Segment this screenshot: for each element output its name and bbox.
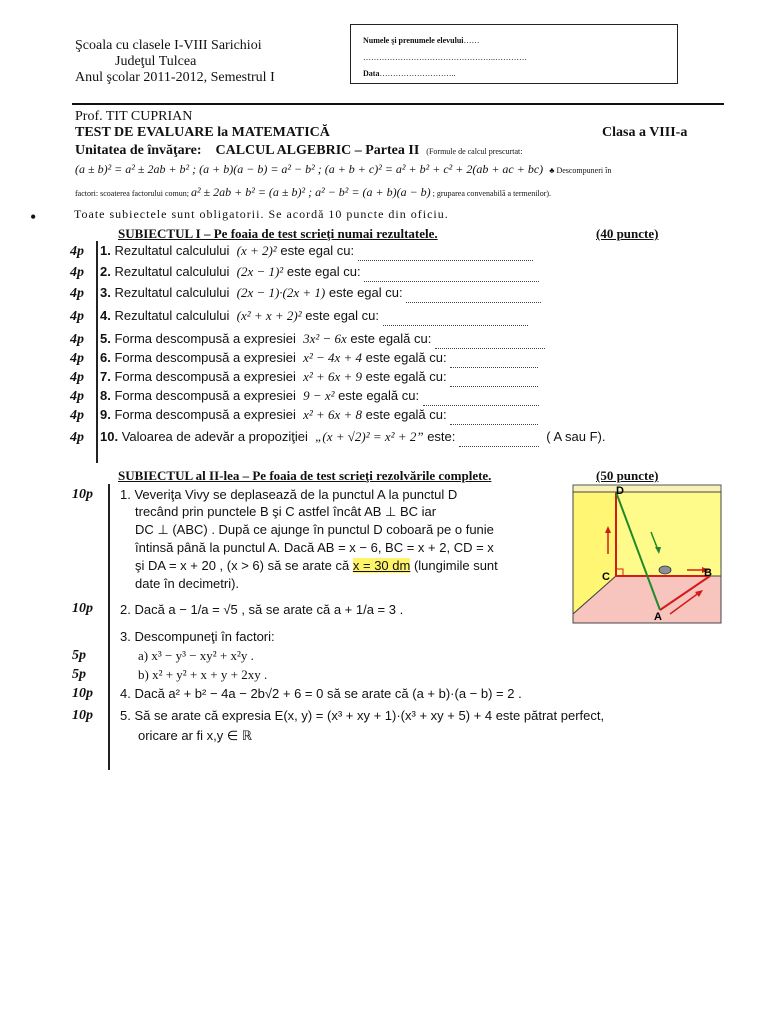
list-item bbox=[70, 307, 528, 325]
school-name: Şcoala cu clasele I-VIII Sarichioi bbox=[75, 38, 262, 53]
subject1-points: (40 puncte) bbox=[596, 226, 659, 241]
item-points: 4p bbox=[70, 244, 84, 259]
item-tail: este egal cu: bbox=[280, 243, 355, 258]
item-points: 4p bbox=[70, 309, 84, 324]
item-tail: este egală cu: bbox=[365, 407, 447, 422]
answer-blank[interactable] bbox=[406, 290, 541, 303]
problem5-line2: oricare ar fi x,y ∈ ℝ bbox=[138, 728, 253, 743]
label-d: D bbox=[616, 485, 624, 497]
item-points: 4p bbox=[70, 332, 84, 347]
item-points: 4p bbox=[70, 370, 84, 385]
name-label: Numele şi prenumele elevului bbox=[363, 36, 464, 45]
list-item bbox=[70, 330, 545, 348]
list-item bbox=[70, 242, 533, 260]
item-points: 4p bbox=[70, 430, 84, 445]
item-text: Forma descompusă a expresiei bbox=[114, 331, 296, 346]
item-tail: este egal cu: bbox=[286, 264, 361, 279]
item-text: Rezultatul calculului bbox=[114, 308, 230, 323]
squirrel-icon bbox=[659, 566, 671, 574]
subject1-heading: SUBIECTUL I – Pe foaia de test scrieţi numai rezultatele. bbox=[118, 226, 438, 241]
answer-blank[interactable] bbox=[423, 393, 539, 406]
item-number: 10. bbox=[100, 429, 119, 444]
list-item bbox=[70, 406, 538, 424]
problem1-points: 10p bbox=[72, 487, 93, 502]
item-points: 4p bbox=[70, 351, 84, 366]
formulas-tail-2: ; gruparea convenabilă a termenilor). bbox=[432, 189, 552, 198]
answer-blank[interactable] bbox=[450, 374, 538, 387]
item-expression: (x² + x + 2)² bbox=[236, 308, 302, 323]
name-dots-line: …………………………………………..………… bbox=[363, 53, 527, 62]
formulas-text-1: (a ± b)² = a² ± 2ab + b² ; (a + b)(a − b) = a² − b² ; (a + b + c)² = a² + b² + c² + 2(ab + ac + bc) bbox=[75, 162, 544, 176]
problem5-points: 10p bbox=[72, 708, 93, 723]
item-number: 6. bbox=[100, 350, 111, 365]
student-name-box bbox=[350, 24, 678, 84]
unit-note: (Formule de calcul prescurtat: bbox=[426, 147, 523, 156]
item-expression: x² + 6x + 8 bbox=[303, 407, 363, 422]
answer-blank[interactable] bbox=[383, 313, 528, 326]
item-expression: (2x − 1)·(2x + 1) bbox=[236, 285, 326, 300]
item-expression: x² − 4x + 4 bbox=[303, 350, 363, 365]
problem1-line5b: (lungimile sunt bbox=[413, 558, 498, 573]
date-dots: ……………………….. bbox=[379, 69, 456, 78]
list-item bbox=[70, 387, 539, 405]
problem1-line2: trecând prin punctele B şi C astfel încât AB ⊥ BC iar bbox=[135, 504, 437, 519]
name-dots: …… bbox=[463, 36, 480, 45]
item-points: 4p bbox=[70, 265, 84, 280]
formulas-line-2 bbox=[75, 185, 551, 200]
unit-line bbox=[75, 143, 522, 159]
item-expression: 9 − x² bbox=[303, 388, 335, 403]
squirrel-diagram bbox=[572, 484, 722, 624]
answer-blank[interactable] bbox=[450, 412, 538, 425]
list-item bbox=[70, 263, 539, 281]
date-label: Data bbox=[363, 69, 380, 78]
answer-blank[interactable] bbox=[435, 336, 545, 349]
item-expression: (x + 2)² bbox=[236, 243, 277, 258]
item-number: 7. bbox=[100, 369, 111, 384]
answer-blank[interactable] bbox=[450, 355, 538, 368]
problem1-line4: întinsă până la punctul A. Dacă AB = x − 6, BC = x + 2, CD = x bbox=[135, 540, 494, 555]
problem4-text: 4. Dacă a² + b² − 4a − 2b√2 + 6 = 0 să se arate că (a + b)·(a − b) = 2 . bbox=[120, 686, 522, 701]
formulas-tail-1: ♣ Descompuneri în bbox=[549, 166, 612, 175]
problem3b-text: b) x² + y² + x + y + 2xy . bbox=[138, 667, 268, 682]
list-item bbox=[70, 368, 538, 386]
label-a: A bbox=[654, 611, 662, 623]
item-number: 1. bbox=[100, 243, 111, 258]
item-after: ( A sau F). bbox=[546, 429, 606, 444]
subject2-points: (50 puncte) bbox=[596, 468, 659, 483]
header-divider bbox=[72, 103, 724, 105]
school-year: Anul şcolar 2011-2012, Semestrul I bbox=[75, 70, 275, 85]
item-text: Rezultatul calculului bbox=[114, 285, 230, 300]
item-text: Forma descompusă a expresiei bbox=[114, 388, 296, 403]
item-text: Forma descompusă a expresiei bbox=[114, 407, 296, 422]
item-tail: este egală cu: bbox=[365, 369, 447, 384]
school-info bbox=[75, 38, 275, 86]
list-item bbox=[70, 349, 538, 367]
item-number: 8. bbox=[100, 388, 111, 403]
answer-blank[interactable] bbox=[358, 248, 533, 261]
list-item bbox=[70, 284, 541, 302]
problem1-line6: date în decimetri). bbox=[135, 576, 240, 591]
formulas-text-2: a² ± 2ab + b² = (a ± b)² ; a² − b² = (a + b)(a − b) bbox=[190, 185, 431, 199]
item-tail: este egală cu: bbox=[338, 388, 420, 403]
date-line bbox=[363, 69, 455, 78]
label-b: B bbox=[704, 567, 712, 579]
problem1-line1: 1. Veveriţa Vivy se deplasează de la punctul A la punctul D bbox=[120, 487, 458, 502]
item-tail: este egală cu: bbox=[365, 350, 447, 365]
item-tail: este: bbox=[427, 429, 456, 444]
item-expression: x² + 6x + 9 bbox=[303, 369, 363, 384]
school-county: Judeţul Tulcea bbox=[115, 54, 197, 69]
problem1-line5a: şi DA = x + 20 , (x > 6) să se arate că bbox=[135, 558, 350, 573]
highlighted-answer: x = 30 dm bbox=[352, 558, 411, 573]
teacher-name: Prof. TIT CUPRIAN bbox=[75, 109, 193, 124]
class-label: Clasa a VIII-a bbox=[602, 125, 688, 140]
problem4-points: 10p bbox=[72, 686, 93, 701]
item-points: 4p bbox=[70, 408, 84, 423]
item-expression: (2x − 1)² bbox=[236, 264, 284, 279]
item-tail: este egal cu: bbox=[305, 308, 379, 323]
item-number: 2. bbox=[100, 264, 111, 279]
list-item bbox=[70, 428, 605, 446]
problem1-line5 bbox=[135, 557, 498, 575]
item-number: 5. bbox=[100, 331, 111, 346]
item-tail: este egală cu: bbox=[350, 331, 432, 346]
formulas-line-1 bbox=[75, 162, 611, 177]
problem3-text: 3. Descompuneţi în factori: bbox=[120, 629, 275, 644]
answer-blank[interactable] bbox=[364, 269, 539, 282]
problem3a-text: a) x³ − y³ − xy² + x²y . bbox=[138, 648, 254, 663]
subject2-margin-line bbox=[108, 484, 110, 770]
problem2-points: 10p bbox=[72, 601, 93, 616]
problem2-text: 2. Dacă a − 1/a = √5 , să se arate că a + 1/a = 3 . bbox=[120, 602, 404, 617]
problem3b-points: 5p bbox=[72, 667, 86, 682]
label-c: C bbox=[602, 571, 610, 583]
item-text: Forma descompusă a expresiei bbox=[114, 350, 296, 365]
item-expression: 3x² − 6x bbox=[303, 331, 347, 346]
formulas-pre-2: factori: scoaterea factorului comun; bbox=[75, 189, 189, 198]
instructions: Toate subiectele sunt obligatorii. Se acordă 10 puncte din oficiu. bbox=[74, 207, 449, 221]
item-text: Valoarea de adevăr a propoziţiei bbox=[121, 429, 308, 444]
item-text: Rezultatul calculului bbox=[114, 243, 230, 258]
item-points: 4p bbox=[70, 389, 84, 404]
item-text: Rezultatul calculului bbox=[114, 264, 230, 279]
item-number: 3. bbox=[100, 285, 111, 300]
item-number: 9. bbox=[100, 407, 111, 422]
item-number: 4. bbox=[100, 308, 111, 323]
subject2-heading: SUBIECTUL al II-lea – Pe foaia de test scrieţi rezolvările complete. bbox=[118, 468, 492, 483]
problem1-line3: DC ⊥ (ABC) . După ce ajunge în punctul D coboară pe o funie bbox=[135, 522, 494, 537]
item-expression: „(x + √2)² = x² + 2” bbox=[315, 429, 424, 444]
item-points: 4p bbox=[70, 286, 84, 301]
item-text: Forma descompusă a expresiei bbox=[114, 369, 296, 384]
unit-label: Unitatea de învăţare: bbox=[75, 143, 202, 158]
test-title: TEST DE EVALUARE la MATEMATICĂ bbox=[75, 125, 330, 140]
answer-blank[interactable] bbox=[459, 434, 539, 447]
name-label-line bbox=[363, 36, 480, 45]
item-tail: este egal cu: bbox=[328, 285, 403, 300]
problem3a-points: 5p bbox=[72, 648, 86, 663]
unit-topic: CALCUL ALGEBRIC – Partea II bbox=[215, 143, 420, 158]
problem5-line1: 5. Să se arate că expresia E(x, y) = (x³ + xy + 1)·(x³ + xy + 5) + 4 este pătrat perfect, bbox=[120, 708, 605, 723]
bullet-icon: • bbox=[30, 207, 37, 227]
